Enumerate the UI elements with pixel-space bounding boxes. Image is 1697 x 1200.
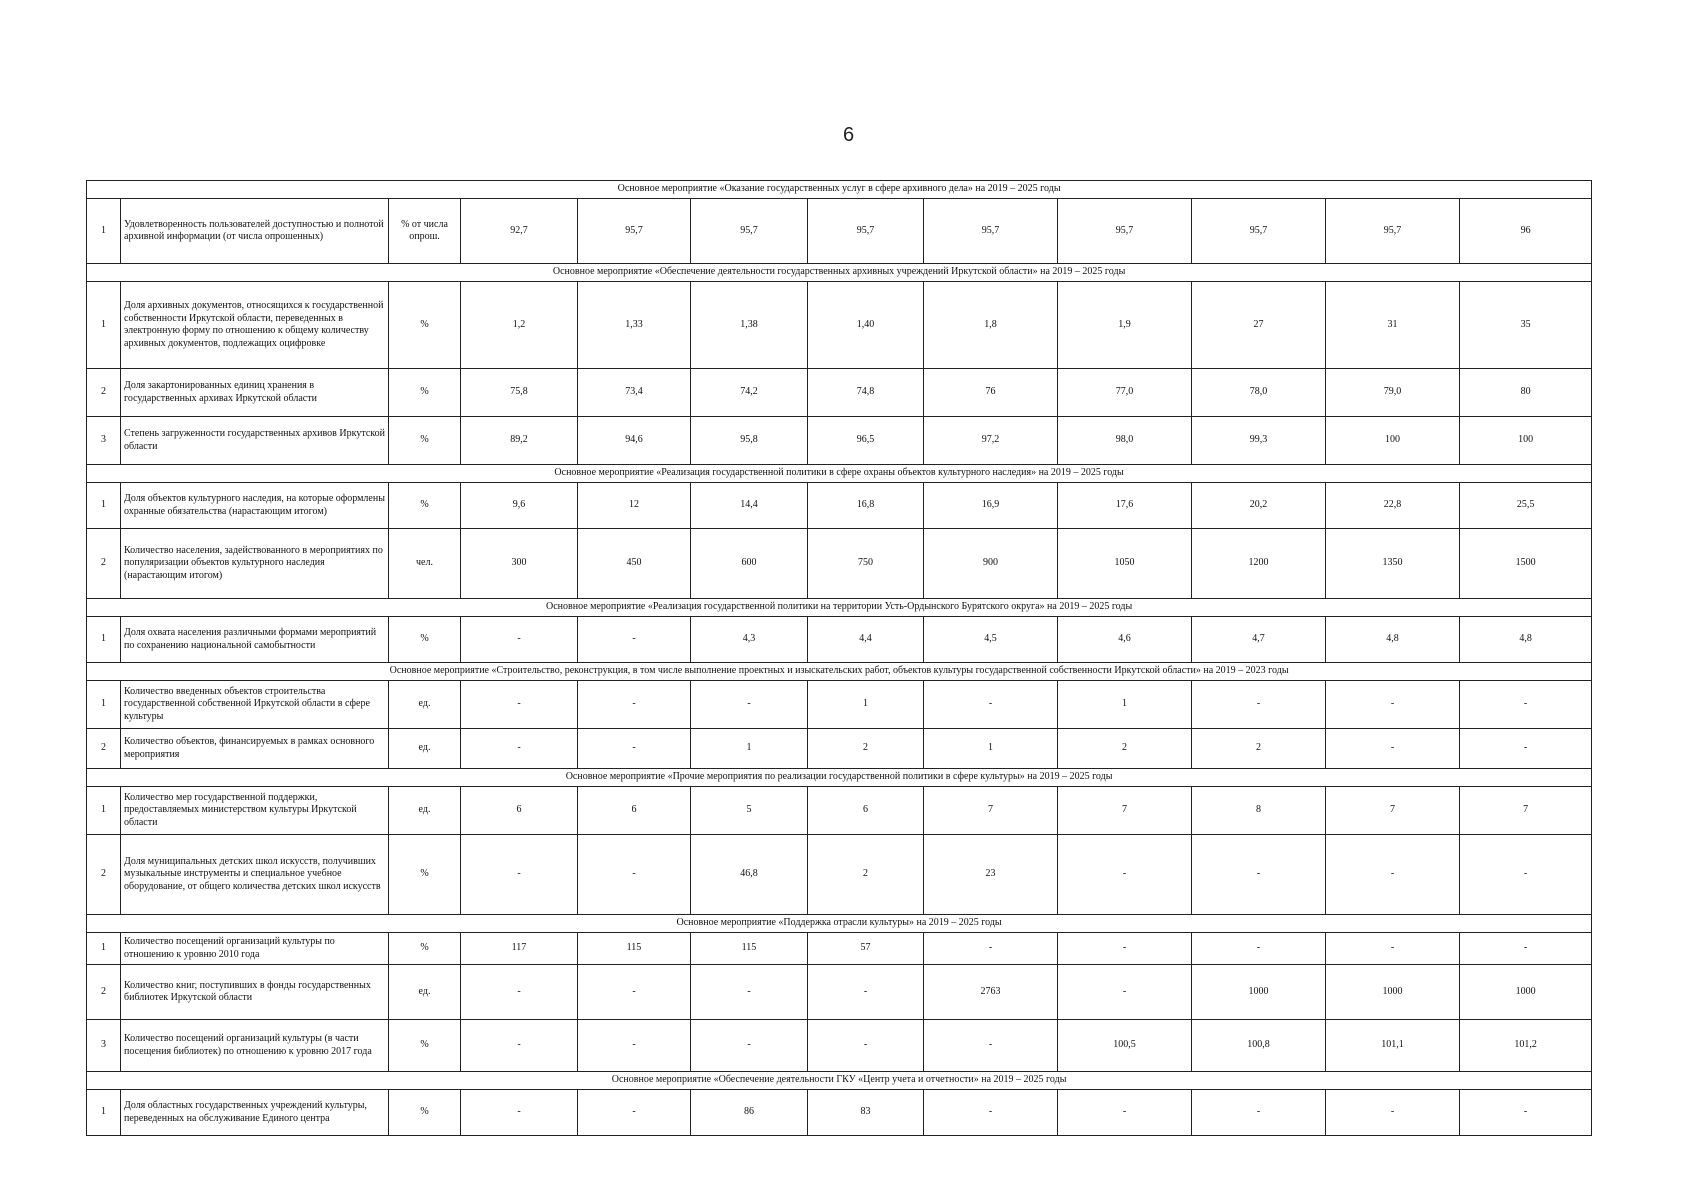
- value-cell: 4,7: [1192, 617, 1326, 663]
- value-cell: 20,2: [1192, 483, 1326, 529]
- value-cell: -: [461, 681, 578, 729]
- value-cell: 1,2: [461, 282, 578, 369]
- value-cell: 12: [578, 483, 691, 529]
- value-cell: 4,6: [1058, 617, 1192, 663]
- value-cell: -: [1326, 933, 1460, 965]
- unit-cell: ед.: [389, 965, 461, 1020]
- section-header: [87, 465, 1592, 483]
- value-cell: 2: [808, 835, 924, 915]
- value-cell: 101,1: [1326, 1020, 1460, 1072]
- row-number: 1: [87, 787, 121, 835]
- indicator-name: Количество населения, задействованного в мероприятиях по популяризации объектов культурного наследия (нарастающим итогом): [121, 529, 389, 599]
- section-header: [87, 769, 1592, 787]
- indicators-table: [86, 180, 1592, 1136]
- value-cell: 95,8: [691, 417, 808, 465]
- value-cell: -: [691, 1020, 808, 1072]
- value-cell: -: [1326, 681, 1460, 729]
- value-cell: 6: [808, 787, 924, 835]
- value-cell: -: [578, 835, 691, 915]
- value-cell: -: [691, 965, 808, 1020]
- page-number: 6: [842, 124, 855, 146]
- value-cell: 1,8: [924, 282, 1058, 369]
- value-cell: 115: [578, 933, 691, 965]
- value-cell: 115: [691, 933, 808, 965]
- section-header: [87, 915, 1592, 933]
- value-cell: 1: [1058, 681, 1192, 729]
- table-row: [87, 1020, 1592, 1072]
- value-cell: 96: [1460, 199, 1592, 264]
- row-number: 1: [87, 933, 121, 965]
- value-cell: 1500: [1460, 529, 1592, 599]
- unit-cell: %: [389, 417, 461, 465]
- value-cell: 27: [1192, 282, 1326, 369]
- section-header: [87, 663, 1592, 681]
- value-cell: 95,7: [1058, 199, 1192, 264]
- value-cell: 83: [808, 1090, 924, 1136]
- value-cell: 1,38: [691, 282, 808, 369]
- value-cell: 450: [578, 529, 691, 599]
- table-row: [87, 483, 1592, 529]
- value-cell: -: [1460, 1090, 1592, 1136]
- value-cell: 5: [691, 787, 808, 835]
- value-cell: 6: [461, 787, 578, 835]
- value-cell: -: [808, 1020, 924, 1072]
- value-cell: -: [1460, 933, 1592, 965]
- value-cell: -: [1326, 729, 1460, 769]
- unit-cell: %: [389, 617, 461, 663]
- value-cell: 23: [924, 835, 1058, 915]
- section-title: Основное мероприятие «Прочие мероприятия по реализации государственной политики в сфере культуры» на 2019 – 2025 годы: [87, 769, 1592, 787]
- section-header: [87, 599, 1592, 617]
- value-cell: -: [1326, 1090, 1460, 1136]
- value-cell: -: [461, 617, 578, 663]
- value-cell: 7: [1058, 787, 1192, 835]
- unit-cell: %: [389, 1020, 461, 1072]
- row-number: 2: [87, 369, 121, 417]
- row-number: 2: [87, 835, 121, 915]
- indicator-name: Доля закартонированных единиц хранения в государственных архивах Иркутской области: [121, 369, 389, 417]
- value-cell: -: [1058, 965, 1192, 1020]
- value-cell: 2763: [924, 965, 1058, 1020]
- value-cell: -: [1460, 681, 1592, 729]
- value-cell: 1050: [1058, 529, 1192, 599]
- unit-cell: %: [389, 835, 461, 915]
- table-row: [87, 529, 1592, 599]
- section-title: Основное мероприятие «Обеспечение деятельности ГКУ «Центр учета и отчетности» на 2019 – 2025 годы: [87, 1072, 1592, 1090]
- value-cell: 1,33: [578, 282, 691, 369]
- value-cell: 4,8: [1460, 617, 1592, 663]
- value-cell: 100: [1460, 417, 1592, 465]
- section-title: Основное мероприятие «Поддержка отрасли культуры» на 2019 – 2025 годы: [87, 915, 1592, 933]
- indicator-name: Доля охвата населения различными формами мероприятий по сохранению национальной самобытности: [121, 617, 389, 663]
- value-cell: -: [1192, 933, 1326, 965]
- value-cell: -: [1058, 835, 1192, 915]
- value-cell: 2: [1058, 729, 1192, 769]
- value-cell: 94,6: [578, 417, 691, 465]
- value-cell: 4,5: [924, 617, 1058, 663]
- value-cell: -: [808, 965, 924, 1020]
- value-cell: 17,6: [1058, 483, 1192, 529]
- row-number: 1: [87, 681, 121, 729]
- value-cell: 14,4: [691, 483, 808, 529]
- value-cell: 1: [808, 681, 924, 729]
- indicator-name: Количество посещений организаций культуры (в части посещения библиотек) по отношению к уровню 2017 года: [121, 1020, 389, 1072]
- unit-cell: %: [389, 1090, 461, 1136]
- value-cell: 7: [1326, 787, 1460, 835]
- value-cell: 100,8: [1192, 1020, 1326, 1072]
- value-cell: 117: [461, 933, 578, 965]
- value-cell: -: [578, 617, 691, 663]
- row-number: 1: [87, 483, 121, 529]
- value-cell: 1000: [1460, 965, 1592, 1020]
- value-cell: -: [1460, 835, 1592, 915]
- value-cell: -: [461, 1020, 578, 1072]
- value-cell: 4,8: [1326, 617, 1460, 663]
- value-cell: 101,2: [1460, 1020, 1592, 1072]
- table-row: [87, 369, 1592, 417]
- value-cell: 97,2: [924, 417, 1058, 465]
- value-cell: 95,7: [691, 199, 808, 264]
- unit-cell: %: [389, 282, 461, 369]
- value-cell: 1350: [1326, 529, 1460, 599]
- row-number: 2: [87, 529, 121, 599]
- value-cell: 7: [924, 787, 1058, 835]
- indicator-name: Количество книг, поступивших в фонды государственных библиотек Иркутской области: [121, 965, 389, 1020]
- value-cell: 16,9: [924, 483, 1058, 529]
- value-cell: -: [924, 681, 1058, 729]
- value-cell: -: [924, 1020, 1058, 1072]
- value-cell: -: [1192, 835, 1326, 915]
- value-cell: 95,7: [808, 199, 924, 264]
- row-number: 2: [87, 965, 121, 1020]
- table-row: [87, 199, 1592, 264]
- value-cell: 1,9: [1058, 282, 1192, 369]
- indicator-name: Доля муниципальных детских школ искусств, получивших музыкальные инструменты и специальное учебное оборудование, от общего количества детских школ искусств: [121, 835, 389, 915]
- indicator-name: Количество мер государственной поддержки, предоставляемых министерством культуры Иркутской области: [121, 787, 389, 835]
- value-cell: -: [578, 965, 691, 1020]
- value-cell: 7: [1460, 787, 1592, 835]
- value-cell: 100,5: [1058, 1020, 1192, 1072]
- value-cell: -: [924, 1090, 1058, 1136]
- row-number: 2: [87, 729, 121, 769]
- value-cell: 73,4: [578, 369, 691, 417]
- row-number: 1: [87, 617, 121, 663]
- table-row: [87, 835, 1592, 915]
- value-cell: 600: [691, 529, 808, 599]
- value-cell: -: [461, 1090, 578, 1136]
- value-cell: 89,2: [461, 417, 578, 465]
- value-cell: 6: [578, 787, 691, 835]
- indicator-name: Доля объектов культурного наследия, на которые оформлены охранные обязательства (нарастающим итогом): [121, 483, 389, 529]
- value-cell: 300: [461, 529, 578, 599]
- value-cell: 57: [808, 933, 924, 965]
- section-header: [87, 264, 1592, 282]
- row-number: 1: [87, 282, 121, 369]
- value-cell: 4,3: [691, 617, 808, 663]
- value-cell: -: [1192, 1090, 1326, 1136]
- value-cell: -: [1058, 933, 1192, 965]
- value-cell: 79,0: [1326, 369, 1460, 417]
- value-cell: 74,8: [808, 369, 924, 417]
- unit-cell: ед.: [389, 729, 461, 769]
- section-header: [87, 1072, 1592, 1090]
- value-cell: 750: [808, 529, 924, 599]
- value-cell: 77,0: [1058, 369, 1192, 417]
- value-cell: 92,7: [461, 199, 578, 264]
- value-cell: 9,6: [461, 483, 578, 529]
- indicator-name: Удовлетворенность пользователей доступностью и полнотой архивной информации (от числа опрошенных): [121, 199, 389, 264]
- value-cell: 95,7: [924, 199, 1058, 264]
- value-cell: -: [461, 835, 578, 915]
- value-cell: 1: [924, 729, 1058, 769]
- value-cell: -: [578, 729, 691, 769]
- row-number: 3: [87, 1020, 121, 1072]
- value-cell: -: [578, 681, 691, 729]
- indicator-name: Количество объектов, финансируемых в рамках основного мероприятия: [121, 729, 389, 769]
- section-title: Основное мероприятие «Реализация государственной политики в сфере охраны объектов культурного наследия» на 2019 – 2025 годы: [87, 465, 1592, 483]
- value-cell: -: [1192, 681, 1326, 729]
- value-cell: 1200: [1192, 529, 1326, 599]
- indicator-name: Количество введенных объектов строительства государственной собственной Иркутской области в сфере культуры: [121, 681, 389, 729]
- value-cell: 80: [1460, 369, 1592, 417]
- value-cell: 25,5: [1460, 483, 1592, 529]
- value-cell: 86: [691, 1090, 808, 1136]
- table-row: [87, 1090, 1592, 1136]
- table-row: [87, 787, 1592, 835]
- value-cell: 95,7: [1192, 199, 1326, 264]
- indicator-name: Степень загруженности государственных архивов Иркутской области: [121, 417, 389, 465]
- table-row: [87, 729, 1592, 769]
- unit-cell: чел.: [389, 529, 461, 599]
- section-title: Основное мероприятие «Обеспечение деятельности государственных архивных учреждений Иркутской области» на 2019 – 2025 годы: [87, 264, 1592, 282]
- indicator-name: Количество посещений организаций культуры по отношению к уровню 2010 года: [121, 933, 389, 965]
- value-cell: 74,2: [691, 369, 808, 417]
- section-title: Основное мероприятие «Строительство, реконструкция, в том числе выполнение проектных и изыскательских работ, объектов культуры государственной собственности Иркутской области» на 2019 – 2023 годы: [87, 663, 1592, 681]
- section-title: Основное мероприятие «Оказание государственных услуг в сфере архивного дела» на 2019 – 2025 годы: [87, 181, 1592, 199]
- value-cell: 75,8: [461, 369, 578, 417]
- table-row: [87, 417, 1592, 465]
- value-cell: -: [578, 1090, 691, 1136]
- section-header: [87, 181, 1592, 199]
- table-row: [87, 282, 1592, 369]
- section-title: Основное мероприятие «Реализация государственной политики на территории Усть-Ордынского Бурятского округа» на 2019 – 2025 годы: [87, 599, 1592, 617]
- value-cell: 4,4: [808, 617, 924, 663]
- unit-cell: %: [389, 483, 461, 529]
- value-cell: 900: [924, 529, 1058, 599]
- value-cell: 31: [1326, 282, 1460, 369]
- value-cell: 2: [808, 729, 924, 769]
- value-cell: 1000: [1326, 965, 1460, 1020]
- table-row: [87, 933, 1592, 965]
- indicator-name: Доля областных государственных учреждений культуры, переведенных на обслуживание Единого центра: [121, 1090, 389, 1136]
- value-cell: 46,8: [691, 835, 808, 915]
- value-cell: 99,3: [1192, 417, 1326, 465]
- value-cell: 1: [691, 729, 808, 769]
- value-cell: 16,8: [808, 483, 924, 529]
- value-cell: -: [461, 965, 578, 1020]
- value-cell: -: [691, 681, 808, 729]
- value-cell: -: [924, 933, 1058, 965]
- value-cell: 35: [1460, 282, 1592, 369]
- value-cell: 98,0: [1058, 417, 1192, 465]
- value-cell: 96,5: [808, 417, 924, 465]
- value-cell: -: [461, 729, 578, 769]
- table-row: [87, 681, 1592, 729]
- value-cell: 95,7: [1326, 199, 1460, 264]
- row-number: 1: [87, 199, 121, 264]
- table-row: [87, 617, 1592, 663]
- unit-cell: ед.: [389, 681, 461, 729]
- value-cell: 78,0: [1192, 369, 1326, 417]
- value-cell: -: [1326, 835, 1460, 915]
- value-cell: -: [1460, 729, 1592, 769]
- value-cell: 2: [1192, 729, 1326, 769]
- unit-cell: % от числа опрош.: [389, 199, 461, 264]
- value-cell: 76: [924, 369, 1058, 417]
- value-cell: 8: [1192, 787, 1326, 835]
- value-cell: 1000: [1192, 965, 1326, 1020]
- value-cell: 95,7: [578, 199, 691, 264]
- value-cell: 1,40: [808, 282, 924, 369]
- unit-cell: ед.: [389, 787, 461, 835]
- value-cell: 22,8: [1326, 483, 1460, 529]
- unit-cell: %: [389, 369, 461, 417]
- indicator-name: Доля архивных документов, относящихся к государственной собственности Иркутской области, переведенных в электронную форму по отношению к общему количеству архивных документов, подлежащих оцифровке: [121, 282, 389, 369]
- row-number: 3: [87, 417, 121, 465]
- value-cell: -: [578, 1020, 691, 1072]
- table-row: [87, 965, 1592, 1020]
- unit-cell: %: [389, 933, 461, 965]
- row-number: 1: [87, 1090, 121, 1136]
- value-cell: 100: [1326, 417, 1460, 465]
- value-cell: -: [1058, 1090, 1192, 1136]
